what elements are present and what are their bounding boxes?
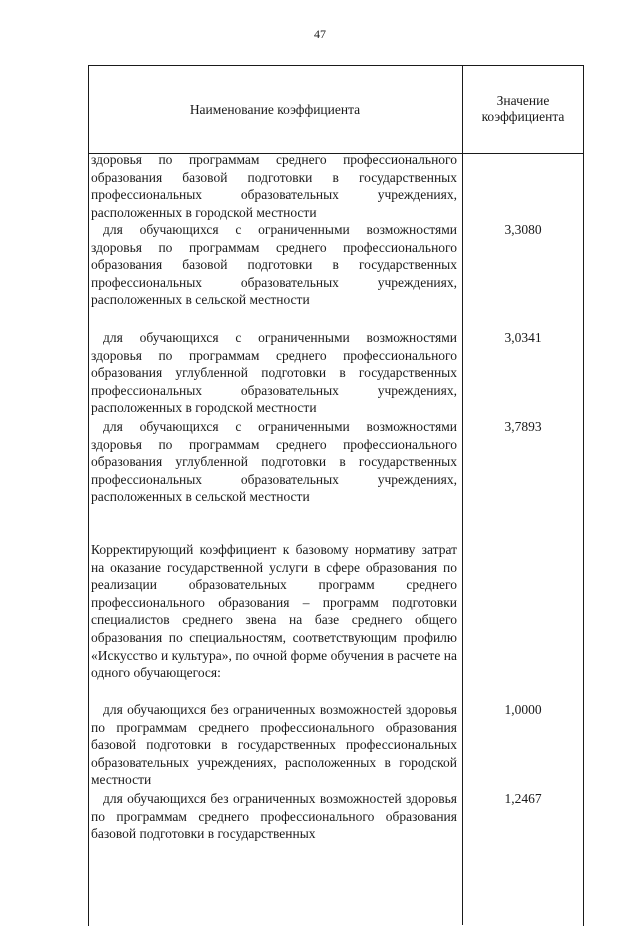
table-row-text: для обучающихся без ограниченных возможностей здоровья по программам среднего профессионального образования базовой подготовки в государственных профессиональных образовательных учреждениях, расположенных в городской местности — [91, 702, 457, 788]
header-coefficient-value — [463, 93, 583, 125]
coefficient-value: 1,0000 — [504, 702, 542, 717]
page-number: 47 — [314, 27, 326, 41]
header-value-line1: Значение — [496, 93, 550, 108]
table-row-text: Корректирующий коэффициент к базовому нормативу затрат на оказание государственной услуги в сфере образования по реализации образовательных программ среднего профессионального образования – программ подготовки специалистов среднего звена на базе среднего общего образования по специальностям, соответствующим профилю «Искусство и культура», по очной форме обучения в расчете на одного обучающегося: — [91, 542, 457, 681]
table-row-text: для обучающихся с ограниченными возможностями здоровья по программам среднего профессионального образования углубленной подготовки в государственных профессиональных образовательных учреждениях, расположенных в городской местности — [91, 330, 457, 416]
coefficient-value: 3,7893 — [504, 419, 542, 434]
table-row-text: для обучающихся без ограниченных возможностей здоровья по программам среднего профессионального образования базовой подготовки в государственных — [91, 791, 457, 842]
coefficient-value: 3,0341 — [504, 330, 542, 345]
table-row-text: для обучающихся с ограниченными возможностями здоровья по программам среднего профессионального образования углубленной подготовки в государственных профессиональных образовательных учреждениях, расположенных в сельской местности — [91, 419, 457, 505]
header-value-line2: коэффициента — [481, 109, 565, 124]
coefficient-value: 3,3080 — [504, 222, 542, 237]
coefficient-value: 1,2467 — [504, 791, 542, 806]
table-row-text: для обучающихся с ограниченными возможностями здоровья по программам среднего профессионального образования базовой подготовки в государственных профессиональных образовательных учреждениях, расположенных в сельской местности — [91, 222, 457, 308]
header-coefficient-name: Наименование коэффициента — [189, 102, 361, 117]
table-row-text: здоровья по программам среднего профессионального образования базовой подготовки в государственных профессиональных образовательных учреждениях, расположенных в городской местности — [91, 152, 457, 220]
